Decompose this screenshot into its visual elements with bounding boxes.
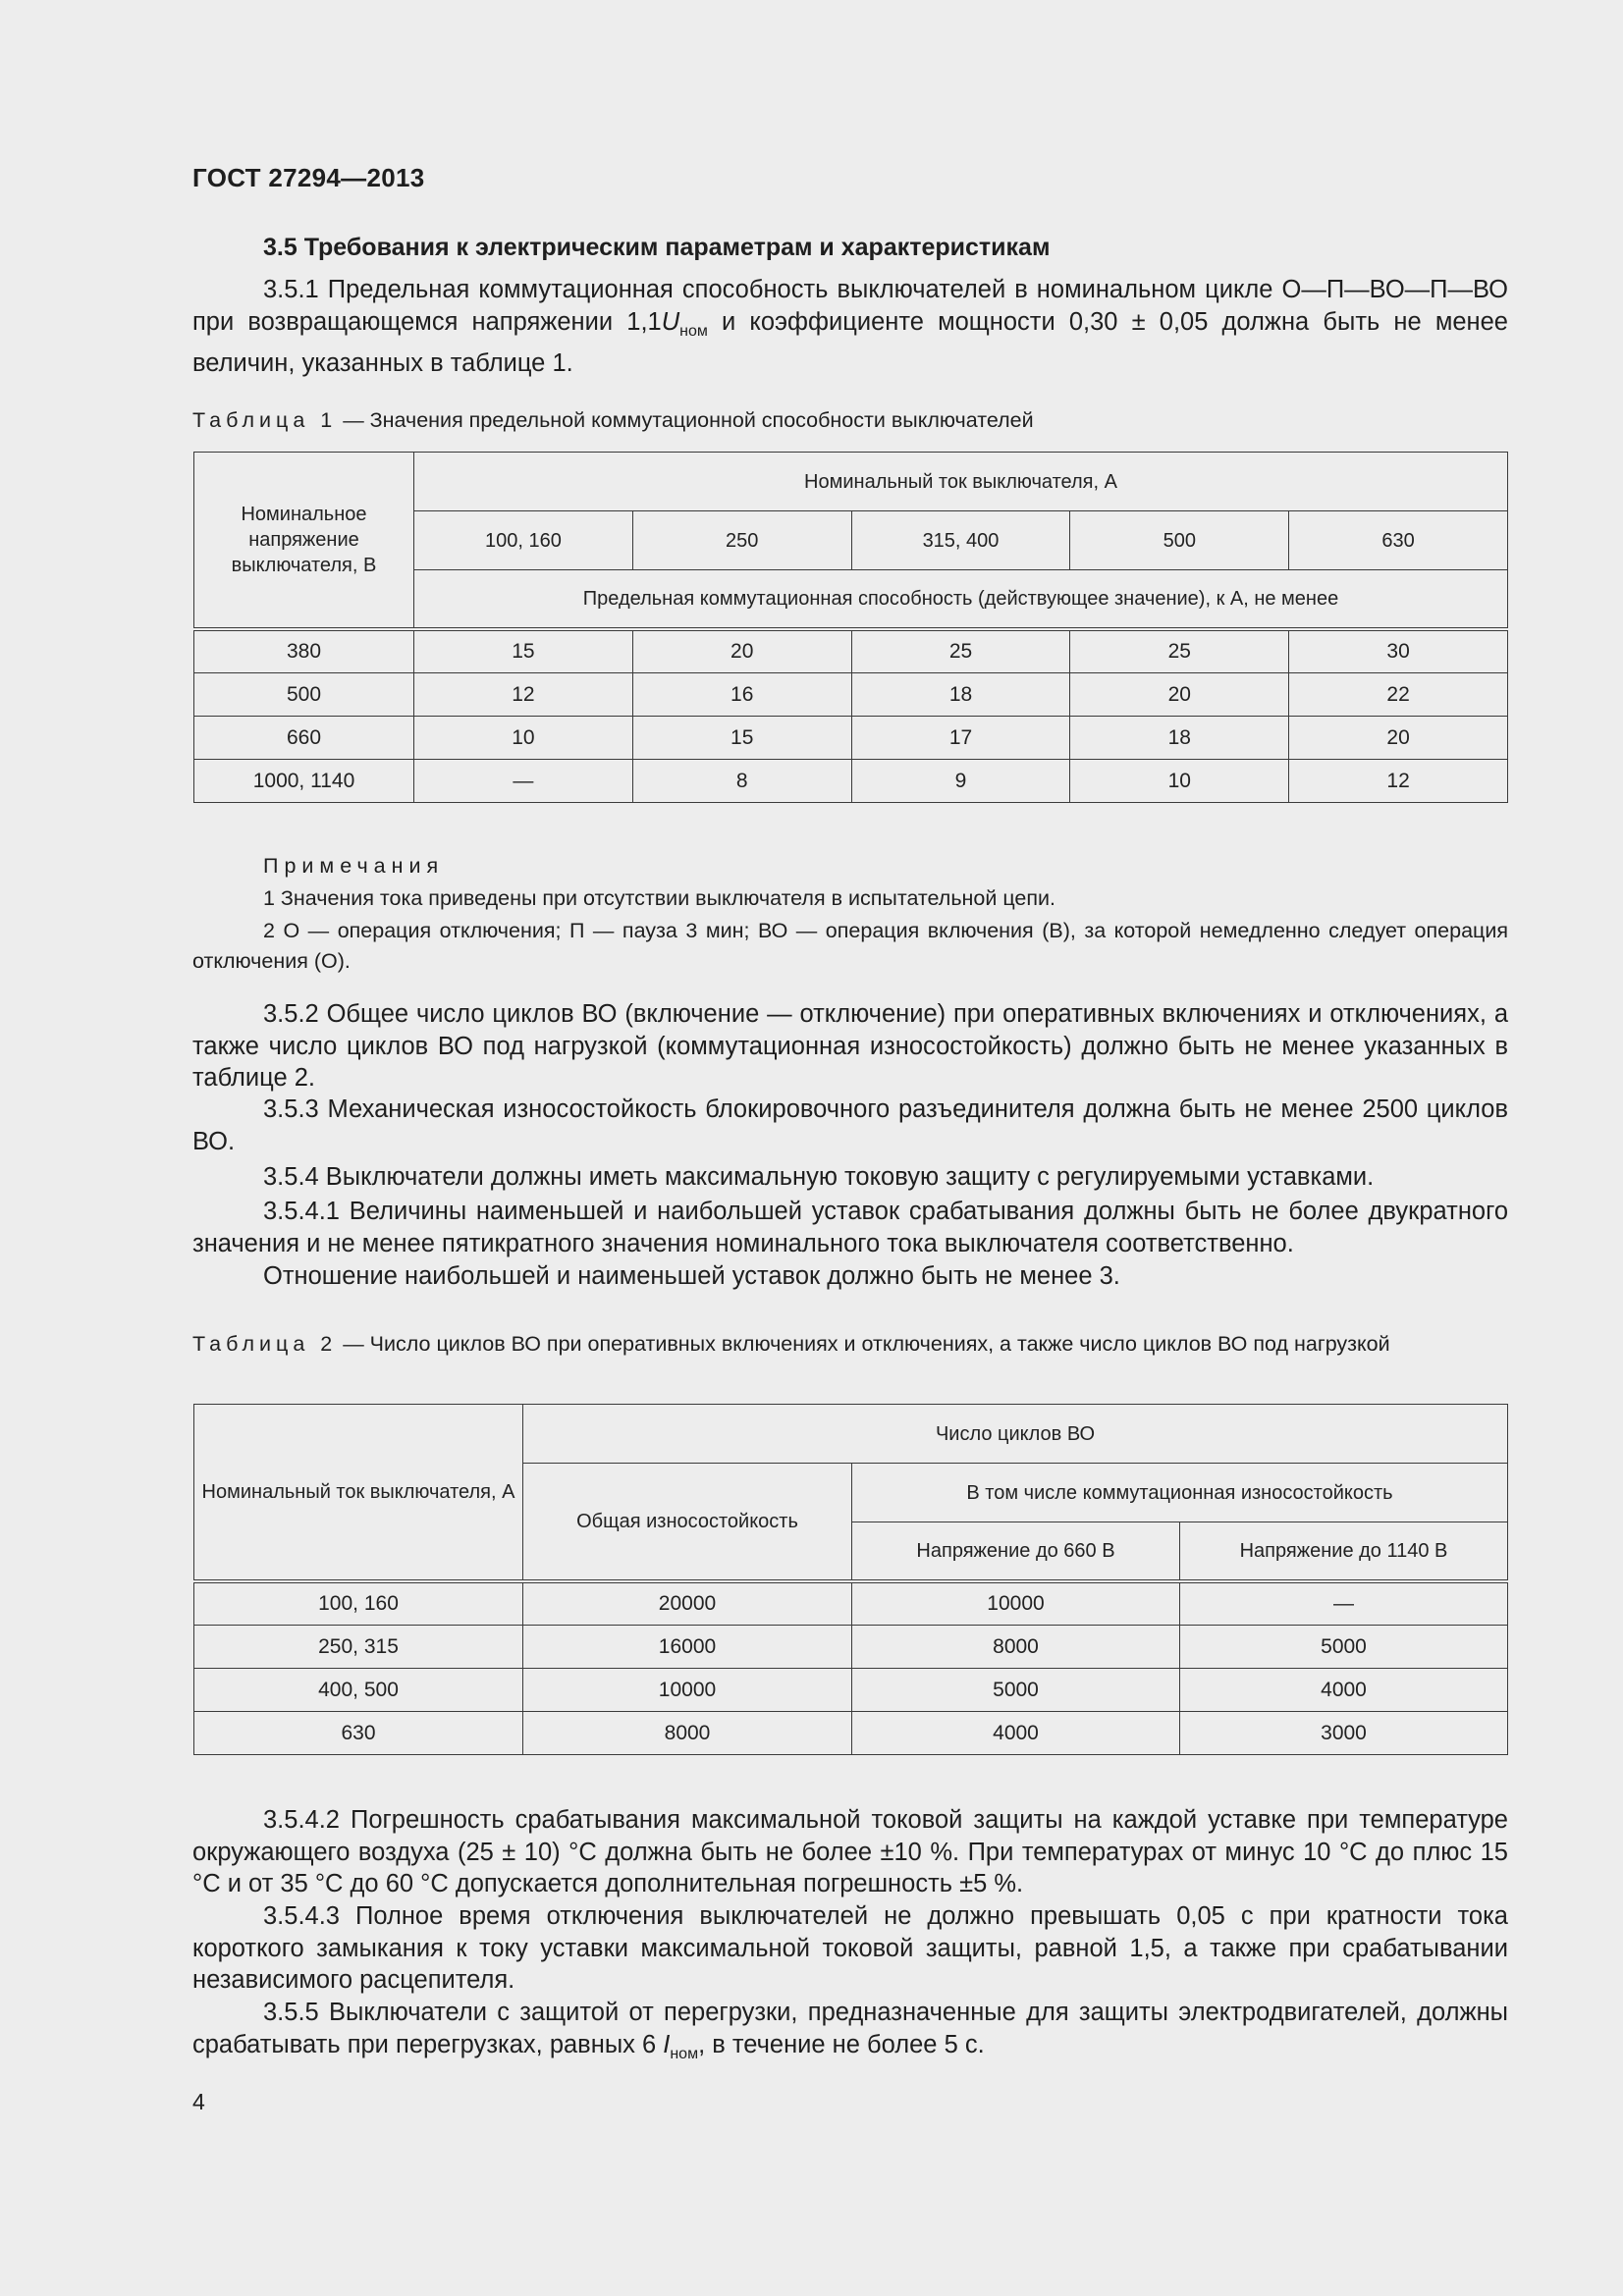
table-cell: 100, 160 (194, 1581, 523, 1626)
table1-current-header: 315, 400 (851, 511, 1070, 570)
table-row (194, 629, 1508, 673)
table-cell: 10000 (523, 1669, 852, 1712)
table-row (194, 717, 1508, 760)
table-cell: 20 (1070, 673, 1289, 717)
table2-group-header: Число циклов ВО (523, 1405, 1508, 1464)
page-number: 4 (192, 2089, 205, 2114)
table-cell: — (1180, 1581, 1508, 1626)
table-cell: 400, 500 (194, 1669, 523, 1712)
table-cell: 10 (1070, 760, 1289, 803)
table-cell: 18 (1070, 717, 1289, 760)
paragraph-3-5-4-2: 3.5.4.2 Погрешность срабатывания максимальной токовой защиты на каждой уставке при температуре окружающего воздуха (25 ± 10) °С должна быть не более ±10 %. При температурах от минус 10 °С до плюс 15 °С и от 35 °С до 60 °С допускается дополнительная погрешность ±5 %. (192, 1806, 1508, 1897)
table2-total-header: Общая износостойкость (523, 1464, 852, 1581)
paragraph-3-5-4-1-ratio: Отношение наибольшей и наименьшей уставок должно быть не менее 3. (263, 1262, 1120, 1290)
paragraph-3-5-5: 3.5.5 Выключатели с защитой от перегрузки, предназначенные для защиты электродвигателей, должны срабатывать при перегрузках, равных 6 $I_{ном}$, в течение не более 5 с. (192, 1999, 1508, 2062)
table-cell: 15 (632, 717, 851, 760)
table1-current-header: 500 (1070, 511, 1289, 570)
table-cell: 20 (632, 629, 851, 673)
table1-group-header: Номинальный ток выключателя, А (414, 453, 1508, 511)
paragraph-3-5-2: 3.5.2 Общее число циклов ВО (включение — отключение) при оперативных включениях и отключениях, а также число циклов ВО под нагрузкой (коммутационная износостойкость) должно быть не менее указанных в таблице 2. (192, 1000, 1508, 1092)
table-cell: 22 (1289, 673, 1508, 717)
table1-current-header: 630 (1289, 511, 1508, 570)
table1-caption: Таблица 1 — Значения предельной коммутационной способности выключателей (192, 408, 1034, 432)
table-1 (193, 452, 1508, 803)
table-2 (193, 1404, 1508, 1755)
table-cell: 10 (414, 717, 633, 760)
table-cell: 20 (1289, 717, 1508, 760)
table2-caption: Таблица 2 — Число циклов ВО при оперативных включениях и отключениях, а также число циклов ВО под нагрузкой (192, 1332, 1390, 1356)
table2-switch-header: В том числе коммутационная износостойкость (852, 1464, 1508, 1522)
table-cell: 8000 (523, 1712, 852, 1755)
table-cell: 660 (194, 717, 414, 760)
table-cell: — (414, 760, 633, 803)
table-cell: 16000 (523, 1626, 852, 1669)
table-cell: 25 (1070, 629, 1289, 673)
table-row (194, 1712, 1508, 1755)
table-cell: 380 (194, 629, 414, 673)
table-cell: 25 (851, 629, 1070, 673)
table-row (194, 1581, 1508, 1626)
table-cell: 30 (1289, 629, 1508, 673)
table2-v1140-header: Напряжение до 1140 В (1180, 1522, 1508, 1581)
paragraph-3-5-4: 3.5.4 Выключатели должны иметь максимальную токовую защиту с регулируемыми уставками. (263, 1163, 1375, 1191)
table-row (194, 673, 1508, 717)
table-row (194, 1626, 1508, 1669)
table-row (194, 760, 1508, 803)
table-cell: 630 (194, 1712, 523, 1755)
table-cell: 12 (1289, 760, 1508, 803)
table-cell: 5000 (852, 1669, 1180, 1712)
table-cell: 16 (632, 673, 851, 717)
table-cell: 9 (851, 760, 1070, 803)
table-cell: 17 (851, 717, 1070, 760)
table-cell: 1000, 1140 (194, 760, 414, 803)
table-cell: 10000 (852, 1581, 1180, 1626)
note-1: 1 Значения тока приведены при отсутствии выключателя в испытательной цепи. (263, 886, 1055, 910)
document-header: ГОСТ 27294—2013 (192, 163, 425, 192)
table1-sub-header: Предельная коммутационная способность (действующее значение), к А, не менее (414, 570, 1508, 629)
note-2: 2 О — операция отключения; П — пауза 3 мин; ВО — операция включения (В), за которой немедленно следует операция отключения (О). (192, 919, 1508, 973)
table-cell: 8000 (852, 1626, 1180, 1669)
table1-current-header: 250 (632, 511, 851, 570)
table-cell: 4000 (852, 1712, 1180, 1755)
table-cell: 12 (414, 673, 633, 717)
table-cell: 15 (414, 629, 633, 673)
table2-v660-header: Напряжение до 660 В (852, 1522, 1180, 1581)
table-cell: 3000 (1180, 1712, 1508, 1755)
table-cell: 5000 (1180, 1626, 1508, 1669)
table1-col0-header: Номинальное напряжение выключателя, В (194, 453, 414, 629)
notes-title: Примечания (263, 854, 445, 878)
table-cell: 18 (851, 673, 1070, 717)
section-title: 3.5 Требования к электрическим параметрам и характеристикам (263, 234, 1051, 261)
table-row (194, 1669, 1508, 1712)
paragraph-3-5-4-1: 3.5.4.1 Величины наименьшей и наибольшей уставок срабатывания должны быть не более двукратного значения и не менее пятикратного значения номинального тока выключателя соответственно. (192, 1198, 1508, 1257)
table-cell: 20000 (523, 1581, 852, 1626)
table1-current-header: 100, 160 (414, 511, 633, 570)
paragraph-3-5-1: 3.5.1 Предельная коммутационная способность выключателей в номинальном цикле О—П—ВО—П—ВО при возвращающемся напряжении $1,1U_{ном}$ и коэффициенте мощности 0,30 ± 0,05 должна быть не менее величин, указанных в таблице 1. (192, 276, 1508, 377)
table-cell: 4000 (1180, 1669, 1508, 1712)
table-cell: 8 (632, 760, 851, 803)
paragraph-3-5-4-3: 3.5.4.3 Полное время отключения выключателей не должно превышать 0,05 с при кратности тока короткого замыкания к току уставки максимальной токовой защиты, равной 1,5, а также при срабатывании независимого расцепителя. (192, 1902, 1508, 1994)
paragraph-3-5-3: 3.5.3 Механическая износостойкость блокировочного разъединителя должна быть не менее 2500 циклов ВО. (192, 1095, 1508, 1155)
table-cell: 250, 315 (194, 1626, 523, 1669)
table2-col0-header: Номинальный ток выключателя, А (194, 1405, 523, 1581)
table-cell: 500 (194, 673, 414, 717)
